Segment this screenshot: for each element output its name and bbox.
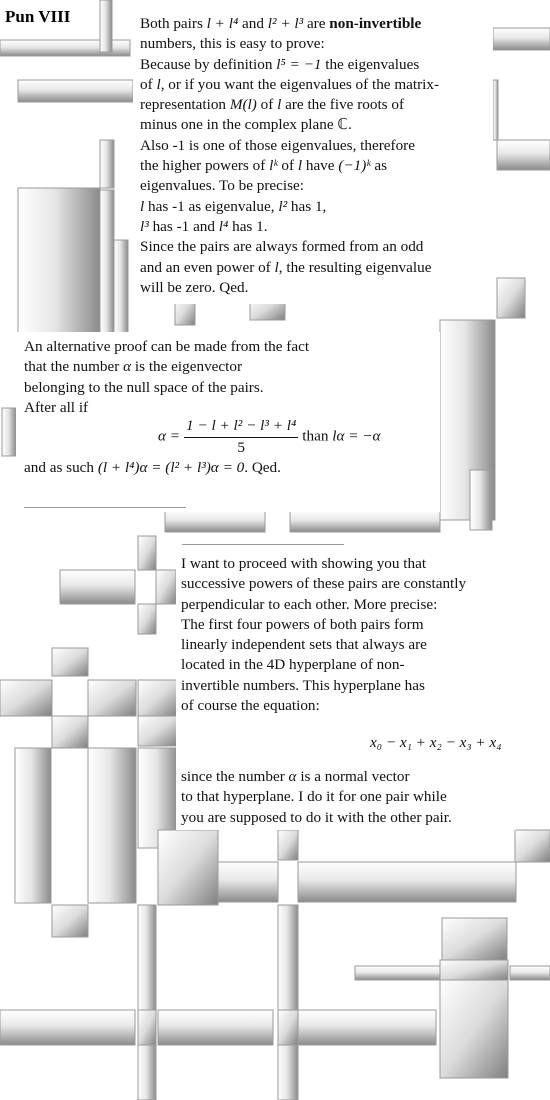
divider-rule-2 bbox=[182, 544, 344, 545]
normal-vector-paragraph: since the number α is a normal vector to that hyperplane. I do it for one pair while you are supposed to do it with the other pair. bbox=[181, 768, 452, 826]
proof-paragraph: Both pairs l + l⁴ and l² + l³ are non-invertible numbers, this is easy to prove: Because by definition l⁵ = −1 the eigenvalues of l, or if you want the eigenvalues of the matrix- representation M(l) of l are the five roots of minus one in the complex plane ℂ. Also -1 is one of those eigenvalues, therefore the higher powers of lᵏ of l have (−1)ᵏ as eigenvalues. To be precise: l has -1 as eigenvalue, l² has 1, l³ has -1 and l⁴ has 1. Since the pairs are always formed from an odd and an even power of l, the resulting eigenvalue will be zero. Qed. bbox=[140, 15, 440, 296]
hyperplane-equation: x₀ − x₁ + x₂ − x₃ + x₄ bbox=[370, 734, 502, 751]
page-title: Pun VIII bbox=[5, 7, 71, 26]
text-panel-middle-right bbox=[400, 432, 440, 468]
alpha-equation: α = $\frac{\text{1 − l + l² − l³ + l⁴}}{5}$ than lα = −α bbox=[158, 417, 381, 456]
hyperplane-paragraph: I want to proceed with showing you that successive powers of these pairs are constantly perpendicular to each other. More precise: The first four powers of both pairs form linearly independent sets that always are located in the 4D hyperplane of non- invertible numbers. This hyperplane has of course the equation: bbox=[181, 555, 467, 715]
non-invertible-term: non-invertible bbox=[329, 15, 422, 32]
qed-line: and as such (l + l⁴)α = (l² + l³)α = 0. Qed. bbox=[24, 459, 281, 476]
divider-rule bbox=[24, 507, 186, 508]
alternative-proof-paragraph: An alternative proof can be made from the fact that the number α is the eigenvector belonging to the null space of the pairs. After all if bbox=[24, 338, 310, 416]
alpha-fraction: $\frac{\text{1 − l + l² − l³ + l⁴}}{5}$ bbox=[186, 417, 297, 456]
